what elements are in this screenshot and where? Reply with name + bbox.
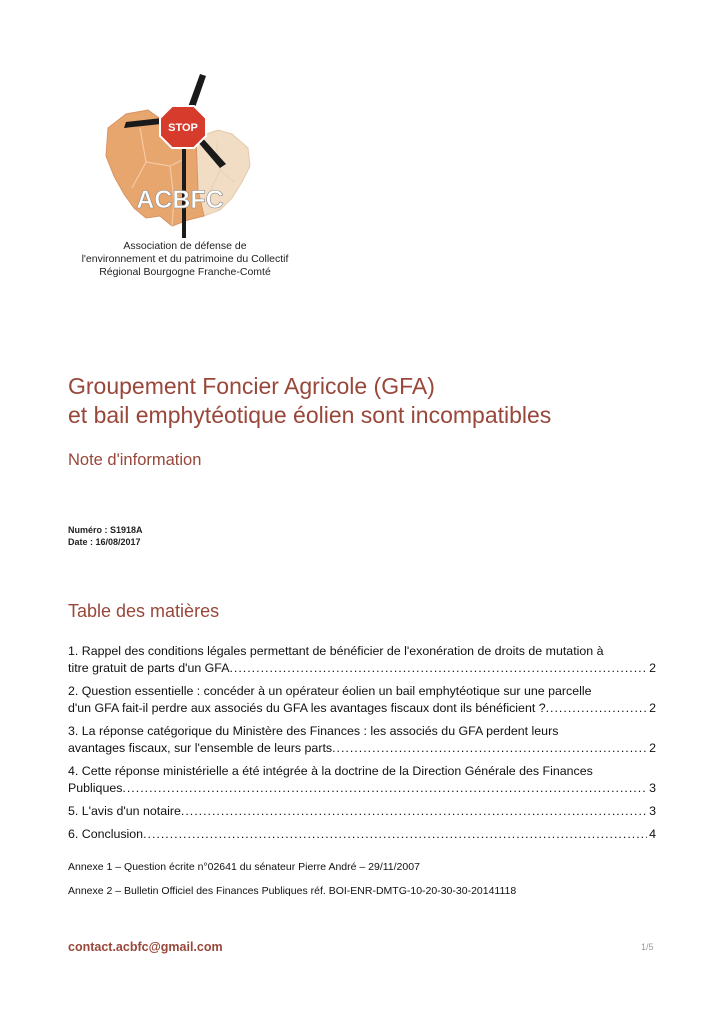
toc-page-number: 3: [649, 781, 656, 795]
toc-entry[interactable]: [68, 723, 656, 757]
stop-text: STOP: [168, 122, 198, 134]
toc-entry[interactable]: [68, 826, 656, 843]
toc-page-number: 2: [649, 661, 656, 675]
document-meta: [68, 524, 143, 548]
toc-entry-text: 1. Rappel des conditions légales permettant de bénéficier de l'exonération de droits de mutation à: [68, 644, 604, 658]
toc-page-number: 4: [649, 827, 656, 841]
toc-entry[interactable]: [68, 763, 656, 797]
toc-entry[interactable]: [68, 643, 656, 677]
toc-leader: [229, 660, 647, 677]
org-line: Association de défense de: [123, 240, 247, 252]
toc-entry-text: avantages fiscaux, sur l'ensemble de leurs parts: [68, 741, 333, 755]
toc-entry[interactable]: [68, 803, 656, 820]
toc-entry-text: 2. Question essentielle : concéder à un opérateur éolien un bail emphytéotique sur une parcelle: [68, 684, 592, 698]
toc-title: Table des matières: [68, 601, 220, 621]
table-of-contents: [68, 643, 656, 849]
organization-description: [74, 240, 296, 279]
document-subtitle: Note d'information: [68, 451, 202, 469]
document-number: Numéro : S1918A: [68, 525, 143, 535]
toc-leader: [122, 780, 647, 797]
toc-leader: [546, 700, 647, 717]
toc-entry-text: 3. La réponse catégorique du Ministère des Finances : les associés du GFA perdent leurs: [68, 724, 559, 738]
annex-item: Annexe 1 – Question écrite n°02641 du sénateur Pierre André – 29/11/2007: [68, 861, 420, 873]
toc-entry-text: 6. Conclusion: [68, 827, 144, 841]
page-number: 1/5: [641, 942, 654, 952]
annex-item: Annexe 2 – Bulletin Officiel des Finances Publiques réf. BOI-ENR-DMTG-10-20-30-30-20141118: [68, 885, 517, 897]
document-date: Date : 16/08/2017: [68, 537, 141, 547]
toc-entry-text: 4. Cette réponse ministérielle a été intégrée à la doctrine de la Direction Générale des Finances: [68, 764, 593, 778]
toc-page-number: 3: [649, 804, 656, 818]
org-line: l'environnement et du patrimoine du Collectif: [81, 253, 289, 265]
title-line: et bail emphytéotique éolien sont incompatibles: [68, 402, 552, 428]
toc-page-number: 2: [649, 701, 656, 715]
toc-leader: [143, 826, 647, 843]
document-title: [68, 372, 551, 430]
toc-leader: [181, 803, 647, 820]
toc-entry-text: titre gratuit de parts d'un GFA: [68, 661, 230, 675]
toc-entry[interactable]: [68, 683, 656, 717]
toc-entry-text: Publiques: [68, 781, 123, 795]
toc-page-number: 2: [649, 741, 656, 755]
org-line: Régional Bourgogne Franche-Comté: [99, 266, 271, 278]
toc-entry-text: d'un GFA fait-il perdre aux associés du GFA les avantages fiscaux dont ils bénéficient ?: [68, 701, 546, 715]
acbfc-logo: [100, 70, 260, 240]
toc-entry-text: 5. L'avis d'un notaire: [68, 804, 181, 818]
brand-text: ACBFC: [136, 186, 224, 214]
toc-leader: [332, 740, 647, 757]
contact-email[interactable]: contact.acbfc@gmail.com: [68, 940, 223, 954]
title-line: Groupement Foncier Agricole (GFA): [68, 373, 435, 399]
annex-list: [68, 855, 516, 903]
